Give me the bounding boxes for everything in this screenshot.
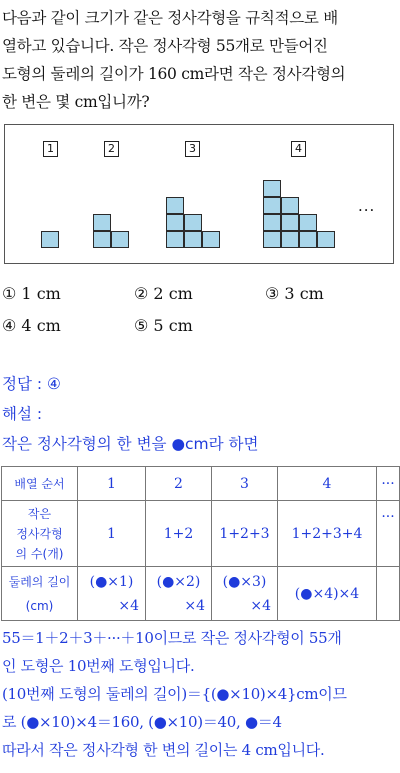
table-cell: 1+2+3: [212, 501, 278, 567]
solution-line: 로 (●×10)×4＝160, (●×10)＝40, ●＝4: [2, 713, 282, 731]
table-header-count: 작은 정사각형 의 수(개): [2, 501, 78, 567]
table-cell: ···: [377, 467, 400, 501]
table-cell: 4: [278, 467, 377, 501]
table-cell: 1: [78, 467, 146, 501]
solution-line: 따라서 작은 정사각형 한 변의 길이는 4 cm입니다.: [2, 741, 325, 759]
table-header-perimeter: 둘레의 길이 (cm): [2, 567, 78, 621]
question-line: 다음과 같이 크기가 같은 정사각형을 규칙적으로 배: [2, 9, 338, 27]
table-cell: 2: [146, 467, 212, 501]
pattern-table: [1, 466, 400, 621]
square-cell: [93, 214, 111, 231]
answer-label: 정답 : ④: [2, 375, 61, 393]
table-cell: 1+2: [146, 501, 212, 567]
square-cell: [263, 197, 281, 214]
square-cell: [111, 231, 129, 248]
solution-text: [2, 624, 400, 764]
table-header-order: 배열 순서: [2, 467, 78, 501]
square-cell: [184, 231, 202, 248]
square-cell: [299, 231, 317, 248]
explanation-intro: 작은 정사각형의 한 변을 ●cm라 하면: [2, 435, 259, 453]
figure-label-2: 2: [104, 141, 119, 157]
option-4[interactable]: ④ 4 cm: [2, 316, 61, 335]
square-cell: [166, 214, 184, 231]
figure-label-4: 4: [291, 141, 306, 157]
question-line: 도형의 둘레의 길이가 160 cm라면 작은 정사각형의: [2, 65, 346, 83]
ellipsis: ···: [358, 201, 376, 219]
square-cell: [281, 197, 299, 214]
pattern-figure: [4, 124, 394, 264]
table-cell: 3: [212, 467, 278, 501]
solution-line: (10번째 도형의 둘레의 길이)＝{(●×10)×4}cm이므: [2, 685, 347, 703]
figure-label-3: 3: [185, 141, 200, 157]
option-2[interactable]: ② 2 cm: [134, 284, 193, 303]
solution-line: 인 도형은 10번째 도형입니다.: [2, 657, 195, 675]
table-cell: (●×4)×4: [278, 567, 377, 621]
square-cell: [41, 231, 59, 248]
square-cell: [184, 214, 202, 231]
square-cell: [263, 214, 281, 231]
square-cell: [166, 231, 184, 248]
square-cell: [263, 231, 281, 248]
table-cell: (●×1) ×4: [78, 567, 146, 621]
figure-label-1: 1: [43, 141, 58, 157]
square-cell: [299, 214, 317, 231]
table-cell: (●×2) ×4: [146, 567, 212, 621]
option-5[interactable]: ⑤ 5 cm: [134, 316, 193, 335]
question-line: 열하고 있습니다. 작은 정사각형 55개로 만들어진: [2, 37, 328, 55]
square-cell: [281, 214, 299, 231]
square-cell: [93, 231, 111, 248]
explanation-label: 해설 :: [2, 405, 43, 423]
square-cell: [317, 231, 335, 248]
option-1[interactable]: ① 1 cm: [2, 284, 61, 303]
square-cell: [281, 231, 299, 248]
question-line: 한 변은 몇 cm입니까?: [2, 93, 150, 111]
table-cell: 1: [78, 501, 146, 567]
square-cell: [166, 197, 184, 214]
table-cell: (●×3) ×4: [212, 567, 278, 621]
solution-line: 55＝1＋2＋3＋···＋10이므로 작은 정사각형이 55개: [2, 629, 342, 647]
question-text: [2, 4, 400, 116]
table-row: [2, 567, 400, 621]
table-row: [2, 501, 400, 567]
square-cell: [263, 180, 281, 197]
table-cell: ···: [377, 501, 400, 567]
table-row: [2, 467, 400, 501]
table-cell: [377, 567, 400, 621]
square-cell: [202, 231, 220, 248]
option-3[interactable]: ③ 3 cm: [265, 284, 324, 303]
table-cell: 1+2+3+4: [278, 501, 377, 567]
